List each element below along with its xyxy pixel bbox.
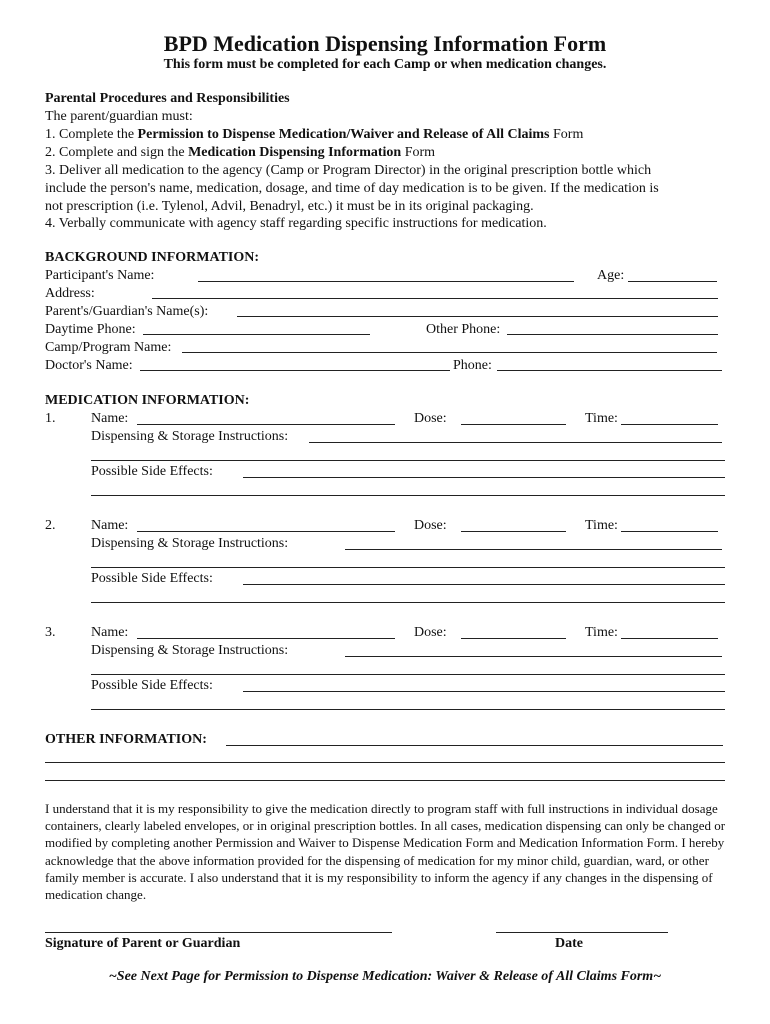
side-effects-field[interactable] (91, 495, 725, 496)
dispensing-instructions-field[interactable] (309, 442, 722, 443)
medication-number: 3. (45, 625, 56, 640)
step-2-prefix: 2. Complete and sign the (45, 145, 189, 160)
dispensing-instructions-field[interactable] (345, 656, 722, 657)
step-2-bold: Medication Dispensing Information (188, 145, 402, 160)
parental-step-3-line-3: not prescription (i.e. Tylenol, Advil, Benadryl, etc.) it must be in its original packaging. (45, 199, 534, 214)
medication-dose-label: Dose: (414, 411, 447, 426)
medication-time-field[interactable] (621, 638, 718, 639)
daytime-phone-label: Daytime Phone: (45, 322, 136, 337)
step-2-suffix: Form (401, 145, 436, 160)
address-label: Address: (45, 286, 95, 301)
date-field[interactable] (496, 932, 668, 933)
parental-step-4: 4. Verbally communicate with agency staff regarding specific instructions for medication. (45, 216, 547, 231)
medication-name-field[interactable] (137, 638, 395, 639)
medication-time-label: Time: (585, 518, 618, 533)
parental-step-2 (45, 144, 435, 162)
side-effects-label: Possible Side Effects: (91, 571, 213, 586)
camp-program-label: Camp/Program Name: (45, 340, 172, 355)
date-label: Date (555, 936, 583, 951)
parental-step-3-line-2: include the person's name, medication, dosage, and time of day medication is to be given. If the medication is (45, 181, 659, 196)
dispensing-instructions-label: Dispensing & Storage Instructions: (91, 536, 289, 551)
medication-time-label: Time: (585, 411, 618, 426)
other-information-heading: OTHER INFORMATION: (45, 732, 207, 747)
medication-time-field[interactable] (621, 424, 718, 425)
medication-time-label: Time: (585, 625, 618, 640)
guardians-label: Parent's/Guardian's Name(s): (45, 304, 209, 319)
medication-dose-label: Dose: (414, 625, 447, 640)
form-subtitle: This form must be completed for each Camp or when medication changes. (163, 57, 607, 72)
age-field[interactable] (628, 281, 717, 282)
medication-dose-field[interactable] (461, 638, 566, 639)
medication-dose-field[interactable] (461, 424, 566, 425)
dispensing-instructions-field[interactable] (345, 549, 722, 550)
participant-name-field[interactable] (198, 281, 574, 282)
side-effects-field[interactable] (91, 709, 725, 710)
camp-program-field[interactable] (182, 352, 717, 353)
acknowledgement-statement: I understand that it is my responsibility to give the medication directly to program staff with full instructions in individual dosage containers, clearly labeled envelopes, or in original prescription bottles. In all cases, medication dispensing can only be changed or modified by completing another Permission and Waiver to Dispense Medication Form and Medication Information Form. I hereby acknowledge that the above information provided for the dispensing of medication for my minor child, guardian, ward, or other family member is accurate. I also understand that it is my responsibility to inform the agency if any changes in the dispensing of medication change. (45, 801, 726, 903)
signature-label: Signature of Parent or Guardian (45, 936, 241, 951)
side-effects-field[interactable] (91, 602, 725, 603)
dispensing-instructions-field[interactable] (91, 674, 725, 675)
daytime-phone-field[interactable] (143, 334, 370, 335)
side-effects-field[interactable] (243, 584, 725, 585)
parental-heading: Parental Procedures and Responsibilities (45, 91, 290, 106)
dispensing-instructions-field[interactable] (91, 460, 725, 461)
other-information-field[interactable] (226, 745, 723, 746)
dispensing-instructions-label: Dispensing & Storage Instructions: (91, 643, 289, 658)
signature-field[interactable] (45, 932, 392, 933)
background-heading: BACKGROUND INFORMATION: (45, 250, 260, 265)
medication-name-field[interactable] (137, 531, 395, 532)
age-label: Age: (597, 268, 625, 283)
form-title: BPD Medication Dispensing Information Form (163, 31, 607, 56)
medication-number: 2. (45, 518, 56, 533)
footer-note: ~See Next Page for Permission to Dispense Medication: Waiver & Release of All Claims Form~ (108, 969, 662, 984)
step-1-bold: Permission to Dispense Medication/Waiver and Release of All Claims (137, 127, 550, 142)
side-effects-label: Possible Side Effects: (91, 464, 213, 479)
doctor-phone-field[interactable] (497, 370, 722, 371)
step-1-prefix: 1. Complete the (45, 127, 138, 142)
other-phone-field[interactable] (507, 334, 718, 335)
parental-intro: The parent/guardian must: (45, 109, 193, 124)
other-phone-label: Other Phone: (426, 322, 501, 337)
medication-number: 1. (45, 411, 56, 426)
medication-name-label: Name: (91, 411, 129, 426)
medication-name-field[interactable] (137, 424, 395, 425)
doctor-phone-label: Phone: (453, 358, 492, 373)
medication-name-label: Name: (91, 625, 129, 640)
guardians-field[interactable] (237, 316, 718, 317)
participant-name-label: Participant's Name: (45, 268, 155, 283)
parental-step-1 (45, 126, 583, 144)
side-effects-field[interactable] (243, 477, 725, 478)
dispensing-instructions-field[interactable] (91, 567, 725, 568)
step-1-suffix: Form (549, 127, 584, 142)
medication-dose-field[interactable] (461, 531, 566, 532)
side-effects-label: Possible Side Effects: (91, 678, 213, 693)
medication-time-field[interactable] (621, 531, 718, 532)
dispensing-instructions-label: Dispensing & Storage Instructions: (91, 429, 289, 444)
medication-name-label: Name: (91, 518, 129, 533)
medication-heading: MEDICATION INFORMATION: (45, 393, 250, 408)
other-information-field[interactable] (45, 780, 725, 781)
address-field[interactable] (152, 298, 718, 299)
medication-dose-label: Dose: (414, 518, 447, 533)
parental-step-3-line-1: 3. Deliver all medication to the agency (Camp or Program Director) in the original prescription bottle which (45, 163, 652, 178)
doctor-name-label: Doctor's Name: (45, 358, 133, 373)
side-effects-field[interactable] (243, 691, 725, 692)
doctor-name-field[interactable] (140, 370, 450, 371)
other-information-field[interactable] (45, 762, 725, 763)
